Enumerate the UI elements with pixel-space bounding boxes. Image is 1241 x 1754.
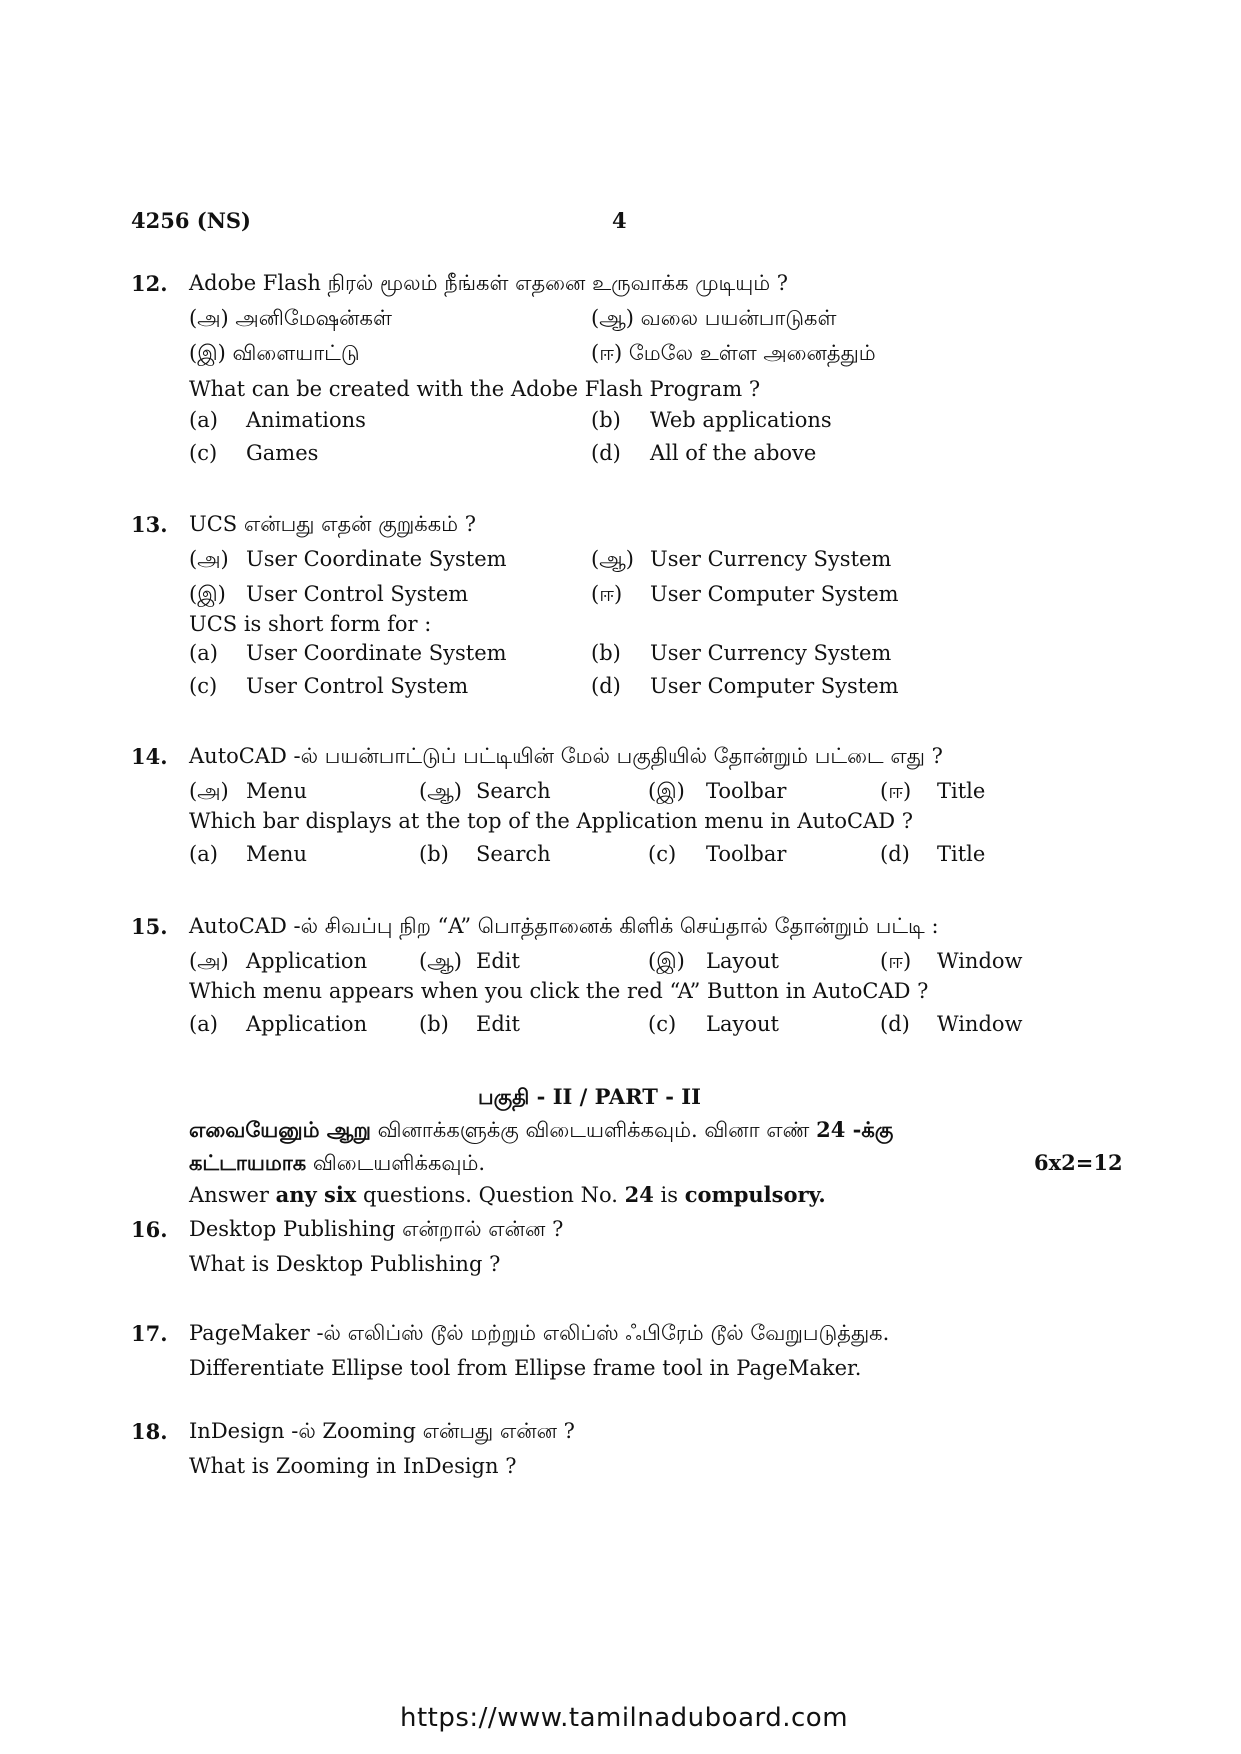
- instruction-emphasis: கட்டாயமாக: [189, 1150, 307, 1175]
- option-label-c: (c): [648, 842, 677, 866]
- option-label-a: (a): [189, 1012, 218, 1036]
- instruction-emphasis: 24 -க்கு: [816, 1117, 894, 1142]
- option-a: Menu: [246, 842, 307, 866]
- section-heading: பகுதி - II / PART - II: [478, 1084, 701, 1109]
- option-label-tamil-c: (இ): [648, 779, 685, 803]
- option-tamil-a: User Coordinate System: [246, 547, 507, 571]
- question-text-tamil: PageMaker -ல் எலிப்ஸ் டூல் மற்றும் எலிப்ஸ் ஃபிரேம் டூல் வேறுபடுத்துக.: [189, 1321, 890, 1345]
- option-label-c: (c): [648, 1012, 677, 1036]
- option-b: Web applications: [650, 408, 832, 432]
- question-text-english: Differentiate Ellipse tool from Ellipse frame tool in PageMaker.: [189, 1356, 862, 1380]
- option-tamil-a: Menu: [246, 779, 307, 803]
- instruction-emphasis: எவையேனும் ஆறு: [189, 1117, 371, 1142]
- option-tamil-c: User Control System: [246, 582, 469, 606]
- option-tamil-d: Title: [937, 779, 986, 803]
- option-a: Animations: [246, 408, 366, 432]
- option-label-b: (b): [419, 1012, 449, 1036]
- instruction-text: questions. Question No.: [363, 1183, 618, 1207]
- option-tamil-d: Window: [937, 949, 1023, 973]
- option-d: All of the above: [650, 441, 817, 465]
- option-label-tamil-d: (ஈ): [591, 582, 623, 606]
- option-label-tamil-b: (ஆ): [419, 779, 462, 803]
- question-number: 18.: [131, 1419, 168, 1444]
- option-label-tamil-a: (அ): [189, 779, 229, 803]
- option-label-c: (c): [189, 441, 218, 465]
- option-a: Application: [246, 1012, 368, 1036]
- question-number: 15.: [131, 914, 168, 939]
- option-tamil-b: Edit: [476, 949, 520, 973]
- question-text-tamil: UCS என்பது எதன் குறுக்கம் ?: [189, 512, 476, 536]
- option-label-a: (a): [189, 408, 218, 432]
- option-b: Edit: [476, 1012, 520, 1036]
- instruction-text: is: [660, 1183, 679, 1207]
- footer-url[interactable]: https://www.tamilnaduboard.com: [400, 1703, 849, 1733]
- option-label-tamil-c: (இ): [189, 582, 226, 606]
- option-tamil-b: (ஆ) வலை பயன்பாடுகள்: [591, 306, 837, 330]
- page-number: 4: [612, 208, 627, 233]
- option-tamil-b: User Currency System: [650, 547, 892, 571]
- option-tamil-d: (ஈ) மேலே உள்ள அனைத்தும்: [591, 341, 876, 365]
- option-label-tamil-b: (ஆ): [419, 949, 462, 973]
- option-label-b: (b): [591, 641, 621, 665]
- question-number: 14.: [131, 744, 168, 769]
- option-d: User Computer System: [650, 674, 899, 698]
- option-tamil-a: Application: [246, 949, 368, 973]
- marks-allocation: 6x2=12: [1034, 1150, 1123, 1175]
- question-text-english: UCS is short form for :: [189, 612, 432, 636]
- option-label-tamil-d: (ஈ): [880, 949, 912, 973]
- option-label-tamil-b: (ஆ): [591, 547, 634, 571]
- option-tamil-c: Toolbar: [706, 779, 787, 803]
- option-d: Window: [937, 1012, 1023, 1036]
- question-text-tamil: InDesign -ல் Zooming என்பது என்ன ?: [189, 1419, 575, 1443]
- option-b: Search: [476, 842, 551, 866]
- option-a: User Coordinate System: [246, 641, 507, 665]
- option-c: Layout: [706, 1012, 779, 1036]
- question-text-tamil: AutoCAD -ல் சிவப்பு நிற “A” பொத்தானைக் கிளிக் செய்தால் தோன்றும் பட்டி :: [189, 914, 939, 938]
- option-label-a: (a): [189, 842, 218, 866]
- instruction-tamil-line-1: [189, 1117, 893, 1145]
- question-text-english: Which bar displays at the top of the Application menu in AutoCAD ?: [189, 809, 913, 833]
- instruction-emphasis: 24: [624, 1182, 654, 1207]
- option-c: User Control System: [246, 674, 469, 698]
- option-label-d: (d): [880, 842, 910, 866]
- question-text-english: What can be created with the Adobe Flash Program ?: [189, 377, 761, 401]
- option-label-d: (d): [880, 1012, 910, 1036]
- option-label-b: (b): [591, 408, 621, 432]
- option-tamil-c: (இ) விளையாட்டு: [189, 341, 360, 365]
- option-tamil-a: (அ) அனிமேஷன்கள்: [189, 306, 392, 330]
- option-label-b: (b): [419, 842, 449, 866]
- instruction-emphasis: any six: [275, 1182, 357, 1207]
- option-label-tamil-d: (ஈ): [880, 779, 912, 803]
- option-label-c: (c): [189, 674, 218, 698]
- instruction-text: வினாக்களுக்கு விடையளிக்கவும். வினா எண்: [377, 1118, 810, 1142]
- question-text-tamil: Adobe Flash நிரல் மூலம் நீங்கள் எதனை உருவாக்க முடியும் ?: [189, 271, 789, 295]
- option-c: Toolbar: [706, 842, 787, 866]
- instruction-tamil-line-2: [189, 1150, 485, 1178]
- question-text-tamil: Desktop Publishing என்றால் என்ன ?: [189, 1217, 564, 1241]
- option-label-tamil-a: (அ): [189, 547, 229, 571]
- option-label-d: (d): [591, 441, 621, 465]
- question-number: 13.: [131, 512, 168, 537]
- question-number: 17.: [131, 1321, 168, 1346]
- instruction-english: [189, 1182, 826, 1207]
- question-number: 16.: [131, 1217, 168, 1242]
- question-text-english: What is Desktop Publishing ?: [189, 1252, 501, 1276]
- option-label-a: (a): [189, 641, 218, 665]
- question-text-english: What is Zooming in InDesign ?: [189, 1454, 517, 1478]
- option-tamil-c: Layout: [706, 949, 779, 973]
- option-tamil-b: Search: [476, 779, 551, 803]
- option-d: Title: [937, 842, 986, 866]
- option-c: Games: [246, 441, 319, 465]
- instruction-text: Answer: [189, 1183, 269, 1207]
- option-tamil-d: User Computer System: [650, 582, 899, 606]
- instruction-emphasis: compulsory.: [684, 1182, 826, 1207]
- option-label-tamil-c: (இ): [648, 949, 685, 973]
- paper-code: 4256 (NS): [131, 208, 251, 233]
- question-text-tamil: AutoCAD -ல் பயன்பாட்டுப் பட்டியின் மேல் பகுதியில் தோன்றும் பட்டை எது ?: [189, 744, 943, 768]
- option-label-d: (d): [591, 674, 621, 698]
- option-label-tamil-a: (அ): [189, 949, 229, 973]
- question-text-english: Which menu appears when you click the red “A” Button in AutoCAD ?: [189, 979, 929, 1003]
- option-b: User Currency System: [650, 641, 892, 665]
- question-number: 12.: [131, 271, 168, 296]
- instruction-text: விடையளிக்கவும்.: [312, 1151, 486, 1175]
